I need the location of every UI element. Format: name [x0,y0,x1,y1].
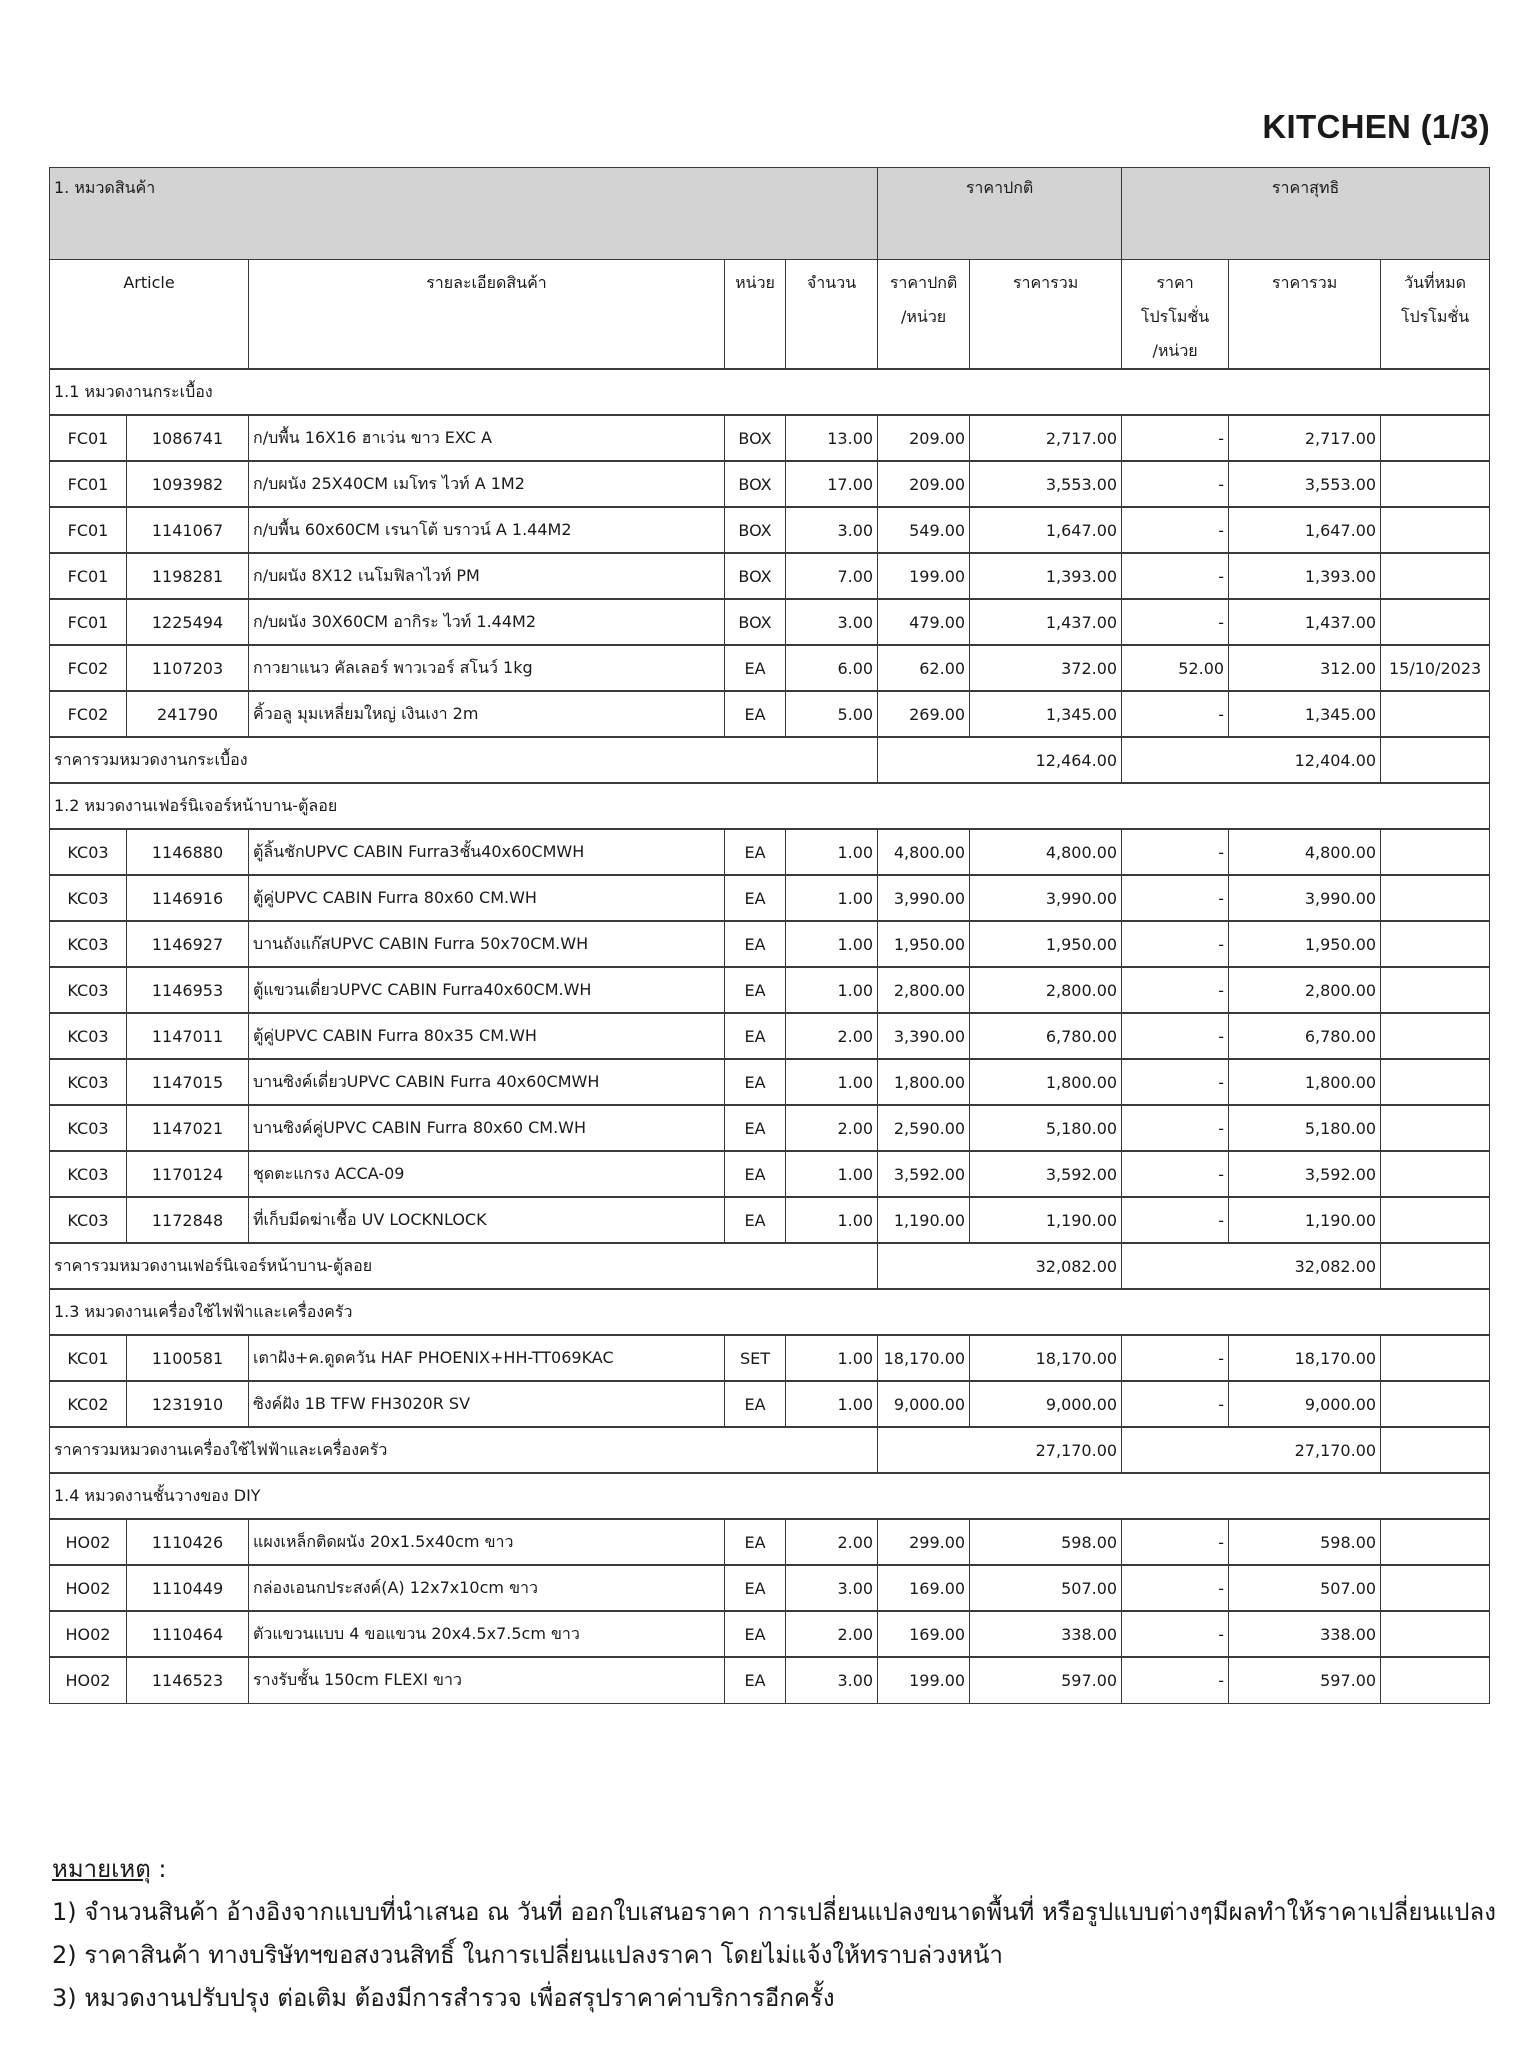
item-promo-end-date [1381,1519,1490,1565]
item-unit-price: 199.00 [878,553,970,599]
section-header-row [50,369,1490,415]
item-description: ตู้คู่UPVC CABIN Furra 80x60 CM.WH [249,875,725,921]
item-quantity: 1.00 [786,1381,878,1427]
section-subtotal-row [50,737,1490,783]
item-code: KC03 [50,1059,127,1105]
item-description: ก/บผนัง 30X60CM อากิระ ไวท์ 1.44M2 [249,599,725,645]
item-code: HO02 [50,1657,127,1703]
item-promo-price: - [1122,1657,1229,1703]
item-code: KC03 [50,875,127,921]
column-header-row [50,260,1490,370]
item-code: FC01 [50,415,127,461]
item-unit: EA [725,1151,786,1197]
item-description: ตู้ลิ้นชักUPVC CABIN Furra3ชั้น40x60CMWH [249,829,725,875]
col-promo-end-date [1381,260,1490,370]
item-description: บานซิงค์คู่UPVC CABIN Furra 80x60 CM.WH [249,1105,725,1151]
subtotal-date-blank [1381,1243,1490,1289]
item-code: HO02 [50,1611,127,1657]
item-promo-price: - [1122,1059,1229,1105]
item-promo-end-date [1381,415,1490,461]
table-row [50,1565,1490,1611]
section-title: 1.4 หมวดงานชั้นวางของ DIY [50,1473,1490,1519]
item-article: 1107203 [127,645,249,691]
item-code: KC03 [50,829,127,875]
item-total: 4,800.00 [970,829,1122,875]
item-promo-end-date [1381,461,1490,507]
table-row [50,1151,1490,1197]
item-net-total: 6,780.00 [1229,1013,1381,1059]
item-quantity: 3.00 [786,507,878,553]
item-promo-end-date [1381,1611,1490,1657]
item-net-total: 312.00 [1229,645,1381,691]
item-promo-end-date [1381,1151,1490,1197]
item-promo-price: - [1122,599,1229,645]
notes [52,1848,1496,2020]
table-row [50,1519,1490,1565]
item-unit: EA [725,1611,786,1657]
item-code: KC01 [50,1335,127,1381]
item-quantity: 1.00 [786,967,878,1013]
col-promo-end-line: วันที่หมด [1404,273,1467,292]
subtotal-date-blank [1381,737,1490,783]
item-code: KC03 [50,1013,127,1059]
item-description: ที่เก็บมีดฆ่าเชื้อ UV LOCKNLOCK [249,1197,725,1243]
item-promo-end-date [1381,829,1490,875]
item-description: ตัวแขวนแบบ 4 ขอแขวน 20x4.5x7.5cm ขาว [249,1611,725,1657]
item-article: 1225494 [127,599,249,645]
item-unit: EA [725,1657,786,1703]
item-total: 2,717.00 [970,415,1122,461]
item-article: 1141067 [127,507,249,553]
item-quantity: 17.00 [786,461,878,507]
item-unit: EA [725,691,786,737]
item-net-total: 1,647.00 [1229,507,1381,553]
item-unit: EA [725,967,786,1013]
item-article: 1146523 [127,1657,249,1703]
table-row [50,921,1490,967]
item-code: FC01 [50,599,127,645]
item-promo-end-date [1381,1197,1490,1243]
item-net-total: 1,950.00 [1229,921,1381,967]
item-promo-end-date [1381,1381,1490,1427]
item-unit: BOX [725,461,786,507]
item-code: KC03 [50,967,127,1013]
item-promo-end-date [1381,921,1490,967]
item-description: กล่องเอนกประสงค์(A) 12x7x10cm ขาว [249,1565,725,1611]
item-unit-price: 199.00 [878,1657,970,1703]
note-line: 2) ราคาสินค้า ทางบริษัทฯขอสงวนสิทธิ์ ในการเปลี่ยนแปลงราคา โดยไม่แจ้งให้ทราบล่วงหน้า [52,1941,1003,1969]
table-row [50,599,1490,645]
table-row [50,645,1490,691]
item-total: 597.00 [970,1657,1122,1703]
item-unit-price: 209.00 [878,461,970,507]
item-article: 1093982 [127,461,249,507]
page-title: KITCHEN (1/3) [1262,108,1490,145]
item-total: 1,345.00 [970,691,1122,737]
item-unit: BOX [725,415,786,461]
item-description: รางรับชั้น 150cm FLEXI ขาว [249,1657,725,1703]
table-row [50,507,1490,553]
col-promo-price [1122,260,1229,370]
item-promo-price: - [1122,1013,1229,1059]
item-promo-price: - [1122,1381,1229,1427]
item-description: ก/บผนัง 8X12 เนโมฟิลาไวท์ PM [249,553,725,599]
item-promo-price: - [1122,1565,1229,1611]
item-promo-end-date [1381,507,1490,553]
item-total: 372.00 [970,645,1122,691]
item-total: 18,170.00 [970,1335,1122,1381]
subtotal-normal: 12,464.00 [878,737,1122,783]
item-promo-price: - [1122,1519,1229,1565]
item-article: 1172848 [127,1197,249,1243]
item-total: 1,393.00 [970,553,1122,599]
col-price-per-unit-line: /หน่วย [900,307,947,326]
item-unit: EA [725,1519,786,1565]
section-subtotal-row [50,1243,1490,1289]
item-code: FC01 [50,461,127,507]
table-row [50,875,1490,921]
item-unit: BOX [725,553,786,599]
item-quantity: 5.00 [786,691,878,737]
item-promo-end-date: 15/10/2023 [1381,645,1490,691]
item-quantity: 1.00 [786,921,878,967]
table-row [50,829,1490,875]
item-total: 507.00 [970,1565,1122,1611]
item-total: 9,000.00 [970,1381,1122,1427]
item-promo-end-date [1381,1105,1490,1151]
section-title: 1.3 หมวดงานเครื่องใช้ไฟฟ้าและเครื่องครัว [50,1289,1490,1335]
table-row [50,1013,1490,1059]
subtotal-net: 32,082.00 [1122,1243,1381,1289]
item-promo-price: - [1122,553,1229,599]
col-description: รายละเอียดสินค้า [249,260,725,370]
item-article: 1147015 [127,1059,249,1105]
item-quantity: 3.00 [786,1565,878,1611]
item-unit-price: 299.00 [878,1519,970,1565]
item-code: HO02 [50,1519,127,1565]
note-line: 1) จำนวนสินค้า อ้างอิงจากแบบที่นำเสนอ ณ วันที่ ออกใบเสนอราคา การเปลี่ยนแปลงขนาดพื้นที่ หรือรูปแบบต่างๆมีผลทำให้ราคาเปลี่ยนแปลง [52,1898,1496,1926]
item-unit-price: 1,950.00 [878,921,970,967]
item-promo-end-date [1381,1013,1490,1059]
subtotal-net: 12,404.00 [1122,737,1381,783]
col-price-per-unit-line: ราคาปกติ [889,273,958,292]
item-description: ชุดตะแกรง ACCA-09 [249,1151,725,1197]
item-net-total: 2,800.00 [1229,967,1381,1013]
item-net-total: 597.00 [1229,1657,1381,1703]
item-unit-price: 1,190.00 [878,1197,970,1243]
item-total: 1,647.00 [970,507,1122,553]
item-unit-price: 2,590.00 [878,1105,970,1151]
section-title: 1.1 หมวดงานกระเบื้อง [50,369,1490,415]
item-unit-price: 3,390.00 [878,1013,970,1059]
item-promo-end-date [1381,1059,1490,1105]
table-row [50,461,1490,507]
item-description: คิ้วอลู มุมเหลี่ยมใหญ่ เงินเงา 2m [249,691,725,737]
item-total: 1,437.00 [970,599,1122,645]
item-total: 2,800.00 [970,967,1122,1013]
subtotal-normal: 27,170.00 [878,1427,1122,1473]
item-unit-price: 4,800.00 [878,829,970,875]
subtotal-label: ราคารวมหมวดงานเฟอร์นิเจอร์หน้าบาน-ตู้ลอย [50,1243,878,1289]
item-net-total: 3,553.00 [1229,461,1381,507]
col-net-total: ราคารวม [1229,260,1381,370]
item-description: ตู้แขวนเดี่ยวUPVC CABIN Furra40x60CM.WH [249,967,725,1013]
subtotal-net: 27,170.00 [1122,1427,1381,1473]
item-promo-end-date [1381,553,1490,599]
item-net-total: 598.00 [1229,1519,1381,1565]
col-quantity: จำนวน [786,260,878,370]
item-promo-end-date [1381,875,1490,921]
net-price-header: ราคาสุทธิ [1122,168,1490,260]
item-promo-price: - [1122,1611,1229,1657]
item-article: 1110464 [127,1611,249,1657]
col-promo-price-line: ราคา [1156,273,1194,292]
item-total: 3,990.00 [970,875,1122,921]
subtotal-label: ราคารวมหมวดงานเครื่องใช้ไฟฟ้าและเครื่องครัว [50,1427,878,1473]
item-description: ซิงค์ฝัง 1B TFW FH3020R SV [249,1381,725,1427]
item-code: KC03 [50,1105,127,1151]
item-article: 1100581 [127,1335,249,1381]
item-net-total: 9,000.00 [1229,1381,1381,1427]
item-net-total: 1,393.00 [1229,553,1381,599]
item-total: 5,180.00 [970,1105,1122,1151]
item-promo-price: 52.00 [1122,645,1229,691]
item-quantity: 3.00 [786,1657,878,1703]
item-unit: EA [725,1565,786,1611]
section-header-row [50,1289,1490,1335]
item-unit: EA [725,1059,786,1105]
table-row [50,691,1490,737]
item-article: 1110426 [127,1519,249,1565]
notes-heading [52,1848,1496,1891]
item-article: 1146953 [127,967,249,1013]
item-description: ก/บพื้น 60x60CM เรนาโต้ บราวน์ A 1.44M2 [249,507,725,553]
item-quantity: 1.00 [786,1059,878,1105]
section-header-row [50,783,1490,829]
item-total: 338.00 [970,1611,1122,1657]
section-header-row [50,1473,1490,1519]
item-unit: EA [725,645,786,691]
item-unit-price: 169.00 [878,1565,970,1611]
header-group-row [50,168,1490,260]
item-promo-price: - [1122,1197,1229,1243]
notes-heading-colon: : [150,1855,167,1883]
item-article: 1110449 [127,1565,249,1611]
item-net-total: 18,170.00 [1229,1335,1381,1381]
item-unit: EA [725,1197,786,1243]
item-promo-price: - [1122,829,1229,875]
item-code: FC02 [50,691,127,737]
item-article: 1231910 [127,1381,249,1427]
item-unit: BOX [725,507,786,553]
table-row [50,1657,1490,1703]
item-unit: SET [725,1335,786,1381]
item-net-total: 507.00 [1229,1565,1381,1611]
item-code: FC01 [50,553,127,599]
subtotal-normal: 32,082.00 [878,1243,1122,1289]
item-net-total: 3,592.00 [1229,1151,1381,1197]
item-promo-end-date [1381,1335,1490,1381]
item-article: 1146916 [127,875,249,921]
item-unit-price: 1,800.00 [878,1059,970,1105]
item-total: 598.00 [970,1519,1122,1565]
col-promo-end-line: โปรโมชั่น [1400,307,1470,326]
item-quantity: 2.00 [786,1105,878,1151]
item-net-total: 1,345.00 [1229,691,1381,737]
item-net-total: 3,990.00 [1229,875,1381,921]
col-total: ราคารวม [970,260,1122,370]
item-article: 1170124 [127,1151,249,1197]
item-quantity: 1.00 [786,829,878,875]
table-row [50,967,1490,1013]
item-net-total: 2,717.00 [1229,415,1381,461]
item-promo-end-date [1381,691,1490,737]
item-description: ตู้คู่UPVC CABIN Furra 80x35 CM.WH [249,1013,725,1059]
item-description: เตาฝัง+ค.ดูดควัน HAF PHOENIX+HH-TT069KAC [249,1335,725,1381]
item-quantity: 1.00 [786,1151,878,1197]
item-promo-price: - [1122,415,1229,461]
item-unit-price: 18,170.00 [878,1335,970,1381]
item-unit-price: 2,800.00 [878,967,970,1013]
item-quantity: 2.00 [786,1013,878,1059]
item-description: บานซิงค์เดี่ยวUPVC CABIN Furra 40x60CMWH [249,1059,725,1105]
item-article: 1086741 [127,415,249,461]
item-article: 1146927 [127,921,249,967]
item-promo-price: - [1122,875,1229,921]
note-line: 3) หมวดงานปรับปรุง ต่อเติม ต้องมีการสำรวจ เพื่อสรุปราคาค่าบริการอีกครั้ง [52,1984,835,2012]
item-total: 3,592.00 [970,1151,1122,1197]
item-quantity: 6.00 [786,645,878,691]
notes-heading-text: หมายเหตุ [52,1855,151,1883]
item-article: 1198281 [127,553,249,599]
item-article: 1146880 [127,829,249,875]
item-quantity: 1.00 [786,875,878,921]
item-promo-price: - [1122,461,1229,507]
item-promo-price: - [1122,1105,1229,1151]
item-promo-price: - [1122,967,1229,1013]
item-unit: EA [725,875,786,921]
item-quantity: 2.00 [786,1519,878,1565]
item-unit-price: 549.00 [878,507,970,553]
item-quantity: 7.00 [786,553,878,599]
item-total: 1,190.00 [970,1197,1122,1243]
item-net-total: 1,190.00 [1229,1197,1381,1243]
item-unit-price: 479.00 [878,599,970,645]
table-row [50,1059,1490,1105]
col-unit: หน่วย [725,260,786,370]
table-row [50,1105,1490,1151]
item-description: แผงเหล็กติดผนัง 20x1.5x40cm ขาว [249,1519,725,1565]
item-code: FC02 [50,645,127,691]
item-code: HO02 [50,1565,127,1611]
item-promo-end-date [1381,1657,1490,1703]
table-row [50,1335,1490,1381]
category-header: 1. หมวดสินค้า [50,168,878,260]
table-row [50,553,1490,599]
item-net-total: 4,800.00 [1229,829,1381,875]
item-unit-price: 269.00 [878,691,970,737]
item-unit-price: 3,990.00 [878,875,970,921]
table-row [50,1197,1490,1243]
item-unit-price: 169.00 [878,1611,970,1657]
col-promo-price-line: /หน่วย [1152,341,1198,360]
item-article: 241790 [127,691,249,737]
item-unit: EA [725,1013,786,1059]
item-promo-price: - [1122,921,1229,967]
item-promo-end-date [1381,599,1490,645]
item-code: KC03 [50,1151,127,1197]
section-title: 1.2 หมวดงานเฟอร์นิเจอร์หน้าบาน-ตู้ลอย [50,783,1490,829]
item-promo-end-date [1381,967,1490,1013]
item-code: KC02 [50,1381,127,1427]
item-total: 3,553.00 [970,461,1122,507]
item-unit-price: 3,592.00 [878,1151,970,1197]
item-unit: EA [725,1381,786,1427]
item-promo-price: - [1122,691,1229,737]
item-article: 1147021 [127,1105,249,1151]
item-total: 6,780.00 [970,1013,1122,1059]
col-price-per-unit [878,260,970,370]
quotation-table [49,167,1490,1704]
item-quantity: 2.00 [786,1611,878,1657]
item-code: FC01 [50,507,127,553]
subtotal-date-blank [1381,1427,1490,1473]
item-unit: EA [725,829,786,875]
item-unit-price: 62.00 [878,645,970,691]
item-total: 1,800.00 [970,1059,1122,1105]
item-quantity: 3.00 [786,599,878,645]
item-quantity: 1.00 [786,1335,878,1381]
table-row [50,1381,1490,1427]
item-unit: EA [725,1105,786,1151]
item-unit: BOX [725,599,786,645]
item-description: บานถังแก๊สUPVC CABIN Furra 50x70CM.WH [249,921,725,967]
section-subtotal-row [50,1427,1490,1473]
normal-price-header: ราคาปกติ [878,168,1122,260]
item-description: ก/บพื้น 16X16 ฮาเว่น ขาว EXC A [249,415,725,461]
subtotal-label: ราคารวมหมวดงานกระเบื้อง [50,737,878,783]
col-promo-price-line: โปรโมชั่น [1140,307,1210,326]
item-article: 1147011 [127,1013,249,1059]
item-description: กาวยาแนว คัลเลอร์ พาวเวอร์ สโนว์ 1kg [249,645,725,691]
item-quantity: 13.00 [786,415,878,461]
item-net-total: 1,437.00 [1229,599,1381,645]
item-net-total: 338.00 [1229,1611,1381,1657]
item-code: KC03 [50,921,127,967]
item-quantity: 1.00 [786,1197,878,1243]
item-unit-price: 9,000.00 [878,1381,970,1427]
item-net-total: 1,800.00 [1229,1059,1381,1105]
item-unit-price: 209.00 [878,415,970,461]
item-promo-end-date [1381,1565,1490,1611]
item-description: ก/บผนัง 25X40CM เมโทร ไวท์ A 1M2 [249,461,725,507]
item-total: 1,950.00 [970,921,1122,967]
item-promo-price: - [1122,507,1229,553]
table-row [50,1611,1490,1657]
table-row [50,415,1490,461]
item-net-total: 5,180.00 [1229,1105,1381,1151]
item-promo-price: - [1122,1151,1229,1197]
col-article: Article [50,260,249,370]
item-code: KC03 [50,1197,127,1243]
item-promo-price: - [1122,1335,1229,1381]
item-unit: EA [725,921,786,967]
